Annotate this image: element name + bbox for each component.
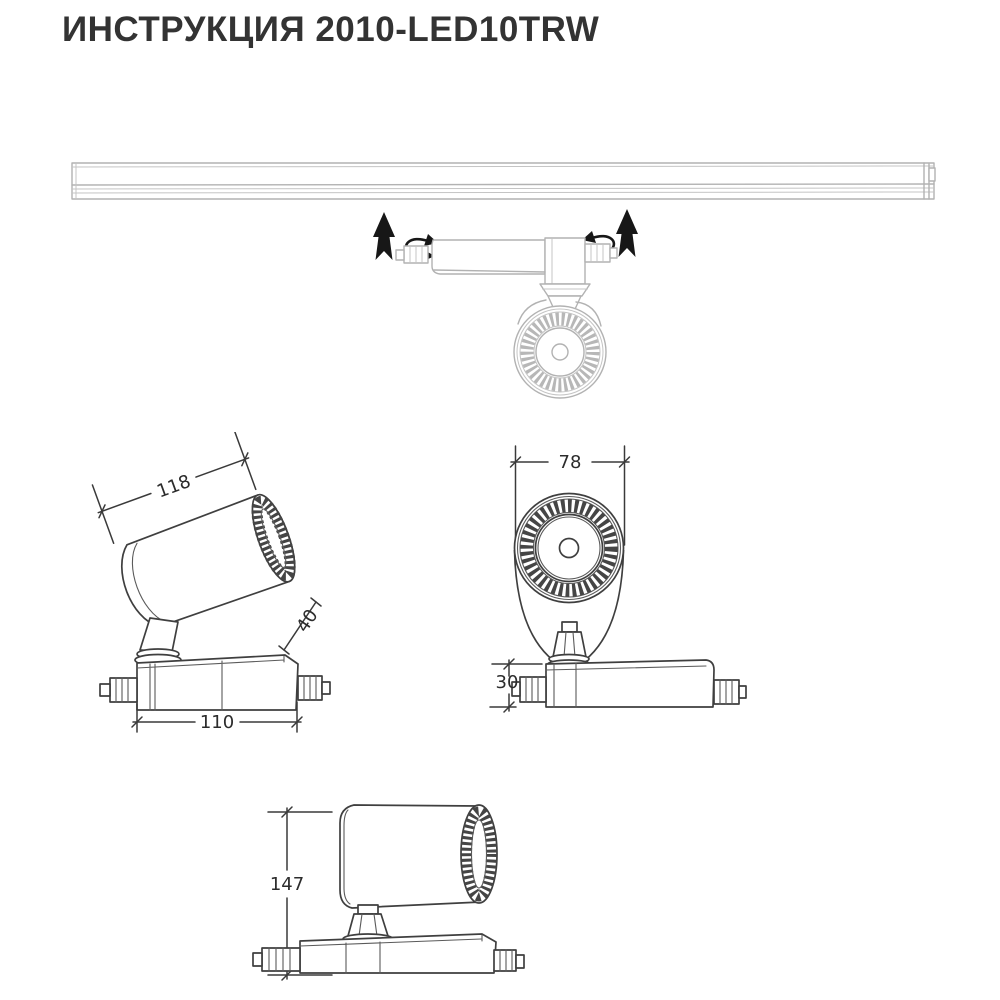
adapter-base-upright bbox=[253, 934, 524, 973]
dim-40 bbox=[279, 598, 323, 654]
dim-label-base-height: 30 bbox=[495, 672, 519, 693]
track-adapter bbox=[396, 238, 617, 284]
dim-label-total-height: 147 bbox=[269, 874, 305, 895]
dim-label-body-length: 118 bbox=[154, 470, 194, 503]
dim-label-base-length: 110 bbox=[199, 712, 235, 733]
side-view-drawing bbox=[88, 432, 338, 744]
adapter-base-front bbox=[512, 660, 746, 707]
up-arrow-icon-left bbox=[373, 212, 395, 260]
stem bbox=[135, 618, 181, 666]
upright-view-drawing bbox=[248, 778, 548, 996]
track-adapter-base bbox=[100, 655, 330, 710]
installation-diagram bbox=[360, 200, 660, 412]
page-title: ИНСТРУКЦИЯ 2010-LED10TRW bbox=[62, 10, 600, 49]
lamp-body-tilted bbox=[88, 432, 303, 635]
track-rail bbox=[72, 163, 935, 199]
up-arrow-icon-right bbox=[616, 209, 638, 257]
spotlight-head bbox=[514, 300, 606, 398]
dim-label-head-width: 78 bbox=[558, 452, 582, 473]
front-view-drawing bbox=[478, 432, 768, 732]
lamp-body-upright bbox=[340, 805, 497, 908]
dim-label-base-depth: 40 bbox=[292, 605, 323, 637]
